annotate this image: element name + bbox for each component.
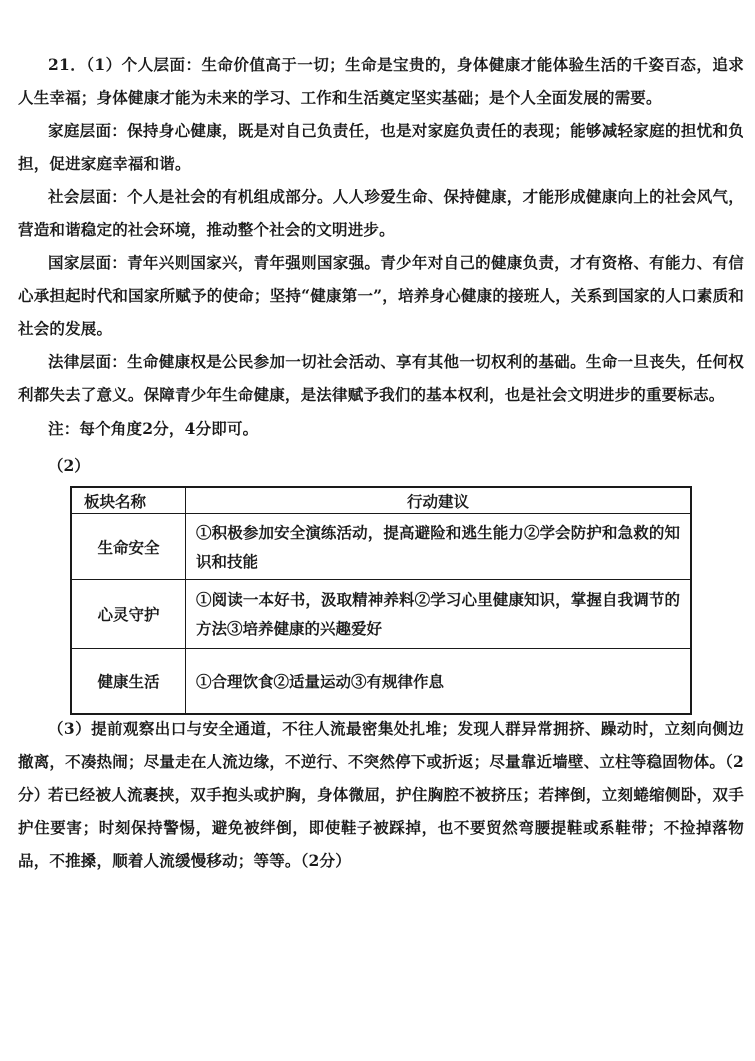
row-module-name: 健康生活 — [71, 649, 186, 715]
answer-21-law-level: 法律层面：生命健康权是公民参加一切社会活动、享有其他一切权利的基础。生命一旦丧失，任何权利都失去了意义。保障青少年生命健康，是法律赋予我们的基本权利，也是社会文明进步的重要标志。 — [18, 352, 744, 404]
answer-21-part-3-self-protection: 若已经被人流裹挟，双手抱头或护胸，身体微屈，护住胸腔不被挤压；若摔倒，立刻蜷缩侧卧，双手护住要害；时刻保持警惕，避免被绊倒，即使鞋子被踩掉，也不要贸然弯腰提鞋或系鞋带；不捡掉落物品，不推搡，顺着人流缓慢移动；等等。（2分） — [18, 785, 744, 870]
answer-21-nation-level: 国家层面：青年兴则国家兴，青年强则国家强。青少年对自己的健康负责，才有资格、有能力、有信心承担起时代和国家所赋予的使命；坚持“健康第一”，培养身心健康的接班人，关系到国家的人口素质和社会的发展。 — [18, 253, 744, 338]
answer-21-society-level: 社会层面：个人是社会的有机组成部分。人人珍爱生命、保持健康，才能形成健康向上的社会风气，营造和谐稳定的社会环境，推动整个社会的文明进步。 — [18, 187, 744, 239]
row-action-text: ①阅读一本好书，汲取精神养料②学习心里健康知识，掌握自我调节的方法③培养健康的兴趣爱好 — [186, 580, 692, 649]
scoring-note: 注：每个角度2分，4分即可。 — [48, 419, 259, 438]
table-row — [71, 580, 691, 649]
row-action-text: ①积极参加安全演练活动，提高避险和逃生能力②学会防护和急救的知识和技能 — [186, 514, 692, 580]
answer-21-personal-level: 21．（1）个人层面：生命价值高于一切；生命是宝贵的，身体健康才能体验生活的千姿百态，追求人生幸福；身体健康才能为未来的学习、工作和生活奠定坚实基础；是个人全面发展的需要。 — [18, 55, 744, 107]
answer-21-part-3-prevention: （3）提前观察出口与安全通道，不往人流最密集处扎堆；发现人群异常拥挤、躁动时，立刻向侧边撤离，不凑热闹；尽量走在人流边缘，不逆行、不突然停下或折返；尽量靠近墙壁、立柱等稳固物体。（2分） — [18, 719, 744, 804]
table-row — [71, 514, 691, 580]
header-action-suggestion: 行动建议 — [186, 487, 692, 514]
table-header-row — [71, 487, 691, 514]
action-suggestions-table — [70, 486, 692, 715]
table-row — [71, 649, 691, 715]
row-module-name: 心灵守护 — [71, 580, 186, 649]
header-module-name: 板块名称 — [71, 487, 186, 514]
row-action-text: ①合理饮食②适量运动③有规律作息 — [186, 649, 692, 715]
part-2-label: （2） — [48, 456, 90, 475]
row-module-name: 生命安全 — [71, 514, 186, 580]
answer-21-family-level: 家庭层面：保持身心健康，既是对自己负责任，也是对家庭负责任的表现；能够减轻家庭的担忧和负担，促进家庭幸福和谐。 — [18, 121, 744, 173]
